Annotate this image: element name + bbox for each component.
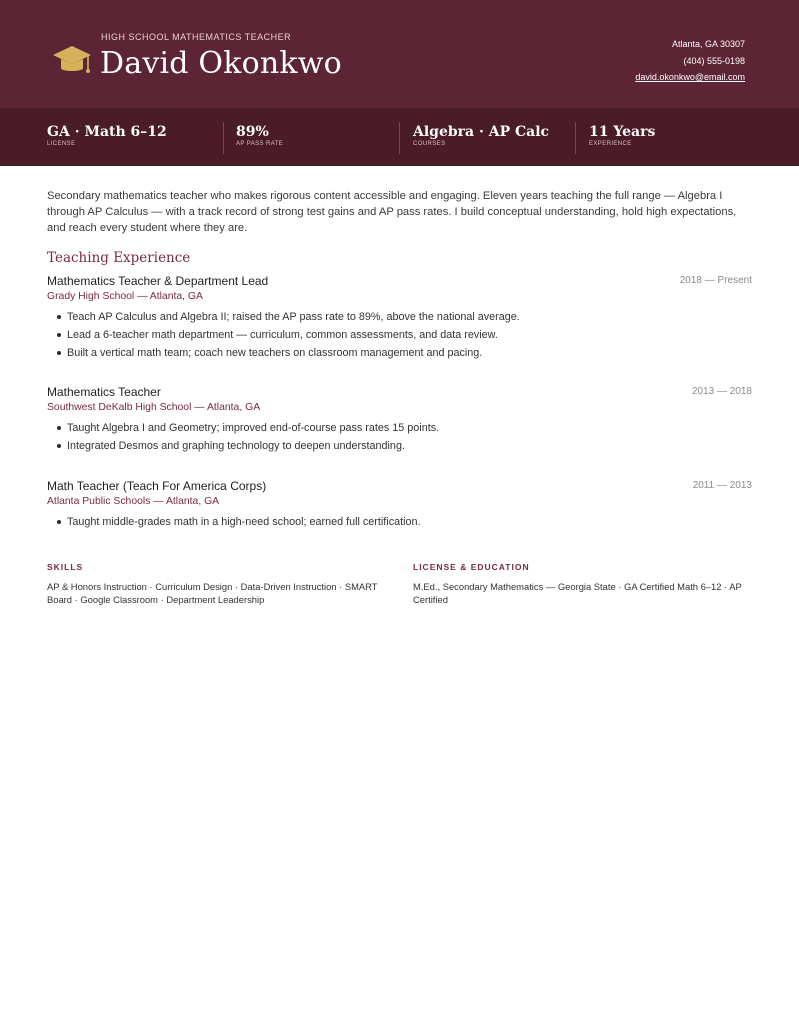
graduation-cap-icon — [52, 44, 92, 78]
job-entry — [47, 274, 752, 362]
stats-bar — [0, 108, 799, 166]
bullet-item: Teach AP Calculus and Algebra II; raised the AP pass rate to 89%, above the national average. — [47, 308, 752, 326]
job-bullets — [47, 308, 752, 362]
job-role: HIGH SCHOOL MATHEMATICS TEACHER — [101, 32, 292, 42]
section-title-experience: Teaching Experience — [47, 250, 191, 266]
bullet-item: Integrated Desmos and graphing technology to deepen understanding. — [47, 437, 752, 455]
job-title: Mathematics Teacher & Department Lead — [47, 274, 269, 288]
stat-courses — [413, 124, 549, 152]
location: Atlanta, GA 30307 — [671, 39, 745, 49]
skills-list: AP & Honors Instruction · Curriculum Design · Data-Driven Instruction · SMART Board · Google Classroom · Department Leadership — [47, 581, 378, 605]
contact-block — [635, 36, 745, 86]
bullet-item: Built a vertical math team; coach new teachers on classroom management and pacing. — [47, 344, 752, 362]
resume-header — [0, 0, 799, 108]
bullet-item: Lead a 6-teacher math department — curriculum, common assessments, and data review. — [47, 326, 752, 344]
job-organization: Grady High School — Atlanta, GA — [47, 291, 203, 302]
stat-label: AP PASS RATE — [236, 141, 284, 147]
job-bullets — [47, 513, 752, 531]
bullet-item: Taught middle-grades math in a high-need school; earned full certification. — [47, 513, 752, 531]
job-entry — [47, 385, 752, 455]
stat-label: COURSES — [413, 141, 446, 147]
job-title: Mathematics Teacher — [47, 385, 161, 399]
skills-heading: SKILLS — [47, 562, 84, 572]
job-dates: 2018 — Present — [679, 275, 752, 286]
stat-label: EXPERIENCE — [589, 141, 632, 147]
stat-value: Algebra · AP Calc — [413, 124, 550, 140]
candidate-name: David Okonkwo — [100, 46, 342, 81]
summary-paragraph: Secondary mathematics teacher who makes rigorous content accessible and engaging. Eleven years teaching the full range — Algebra I through AP Calculus — with a track record of strong test gains and AP pass rates. I build conceptual understanding, hold high expectations, and reach every student where they are. — [47, 190, 737, 234]
stat-value: 11 Years — [589, 124, 656, 140]
stat-divider — [399, 122, 400, 154]
stat-value: 89% — [236, 124, 269, 140]
job-bullets — [47, 419, 752, 455]
job-dates: 2011 — 2013 — [692, 480, 752, 491]
skills-section — [47, 562, 387, 606]
stat-divider — [223, 122, 224, 154]
email-link[interactable]: david.okonkwo@email.com — [635, 72, 745, 82]
stat-label: LICENSE — [47, 141, 76, 147]
bullet-item: Taught Algebra I and Geometry; improved end-of-course pass rates 15 points. — [47, 419, 752, 437]
education-heading: LICENSE & EDUCATION — [413, 562, 530, 572]
stat-divider — [575, 122, 576, 154]
job-title: Math Teacher (Teach For America Corps) — [47, 479, 267, 493]
phone: (404) 555-0198 — [683, 55, 745, 66]
education-list: M.Ed., Secondary Mathematics — Georgia State · GA Certified Math 6–12 · AP Certified — [413, 581, 742, 605]
job-dates: 2013 — 2018 — [691, 386, 752, 397]
stat-ap-pass-rate — [236, 124, 283, 152]
stat-license — [47, 124, 167, 152]
job-organization: Atlanta Public Schools — Atlanta, GA — [47, 496, 220, 507]
stat-experience — [589, 124, 655, 152]
stat-value: GA · Math 6–12 — [47, 124, 167, 140]
job-entry — [47, 479, 752, 531]
education-section — [413, 562, 753, 606]
job-organization: Southwest DeKalb High School — Atlanta, GA — [47, 402, 261, 413]
